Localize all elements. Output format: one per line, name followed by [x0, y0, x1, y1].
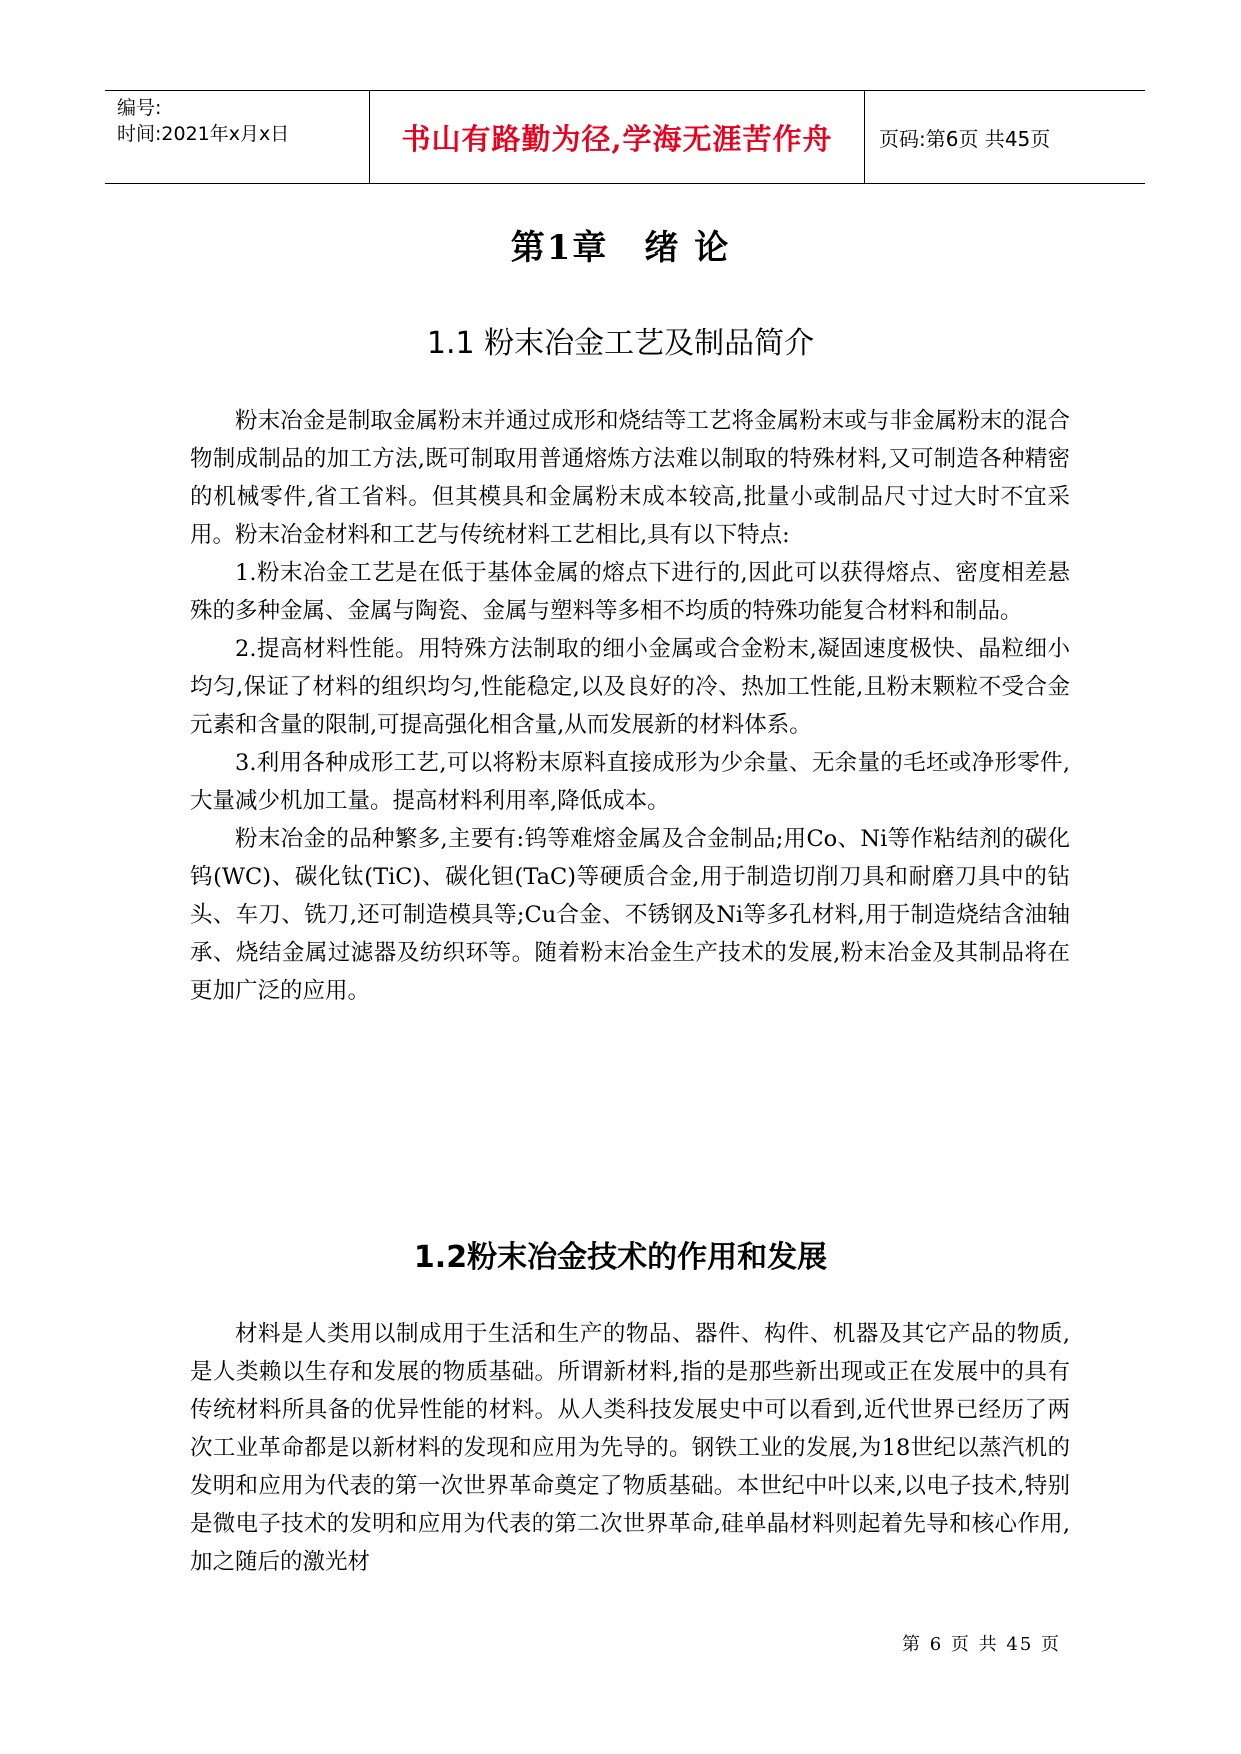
- document-time-label: 时间:2021年x月x日: [117, 123, 290, 145]
- page-header-table: [105, 90, 1145, 184]
- paragraph: 粉末冶金是制取金属粉末并通过成形和烧结等工艺将金属粉末或与非金属粉末的混合物制成制品的加工方法,既可制取用普通熔炼方法难以制取的特殊材料,又可制造各种精密的机械零件,省工省料。但其模具和金属粉末成本较高,批量小或制品尺寸过大时不宜采用。粉末冶金材料和工艺与传统材料工艺相比,具有以下特点:: [190, 408, 1070, 548]
- paragraph: 3.利用各种成形工艺,可以将粉末原料直接成形为少余量、无余量的毛坯或净形零件,大量减少机加工量。提高材料利用率,降低成本。: [190, 750, 1070, 814]
- paragraph: 粉末冶金的品种繁多,主要有:钨等难熔金属及合金制品;用Co、Ni等作粘结剂的碳化钨(WC)、碳化钛(TiC)、碳化钽(TaC)等硬质合金,用于制造切削刀具和耐磨刀具中的钻头、车刀、铣刀,还可制造模具等;Cu合金、不锈钢及Ni等多孔材料,用于制造烧结含油轴承、烧结金属过滤器及纺织环等。随着粉末冶金生产技术的发展,粉末冶金及其制品将在更加广泛的应用。: [190, 826, 1070, 1004]
- section-1-title: 1.1 粉末冶金工艺及制品简介: [426, 326, 815, 361]
- section-1-body: [190, 402, 1070, 1010]
- header-left-cell: [105, 91, 370, 183]
- section-2-body: [190, 1315, 1070, 1581]
- paragraph: 1.粉末冶金工艺是在低于基体金属的熔点下进行的,因此可以获得熔点、密度相差悬殊的多种金属、金属与陶瓷、金属与塑料等多相不均质的特殊功能复合材料和制品。: [190, 560, 1070, 624]
- section-2-title: 1.2粉末冶金技术的作用和发展: [413, 1240, 828, 1275]
- document-number-label: 编号:: [117, 97, 162, 119]
- paragraph: 材料是人类用以制成用于生活和生产的物品、器件、构件、机器及其它产品的物质,是人类赖以生存和发展的物质基础。所谓新材料,指的是那些新出现或正在发展中的具有传统材料所具备的优异性能的材料。从人类科技发展史中可以看到,近代世界已经历了两次工业革命都是以新材料的发现和应用为先导的。钢铁工业的发展,为18世纪以蒸汽机的发明和应用为代表的第一次世界革命奠定了物质基础。本世纪中叶以来,以电子技术,特别是微电子技术的发明和应用为代表的第二次世界革命,硅单晶材料则起着先导和核心作用,加之随后的激光材: [190, 1321, 1070, 1575]
- header-motto: 书山有路勤为径,学海无涯苦作舟: [370, 91, 865, 183]
- paragraph: 2.提高材料性能。用特殊方法制取的细小金属或合金粉末,凝固速度极快、晶粒细小均匀,保证了材料的组织均匀,性能稳定,以及良好的冷、热加工性能,且粉末颗粒不受合金元素和含量的限制,可提高强化相含量,从而发展新的材料体系。: [190, 636, 1070, 738]
- page-footer: 第 6 页 共 45 页: [902, 1634, 1061, 1655]
- chapter-title: 第1章 绪 论: [510, 228, 731, 268]
- header-page-info: 页码:第6页 共45页: [879, 126, 1051, 151]
